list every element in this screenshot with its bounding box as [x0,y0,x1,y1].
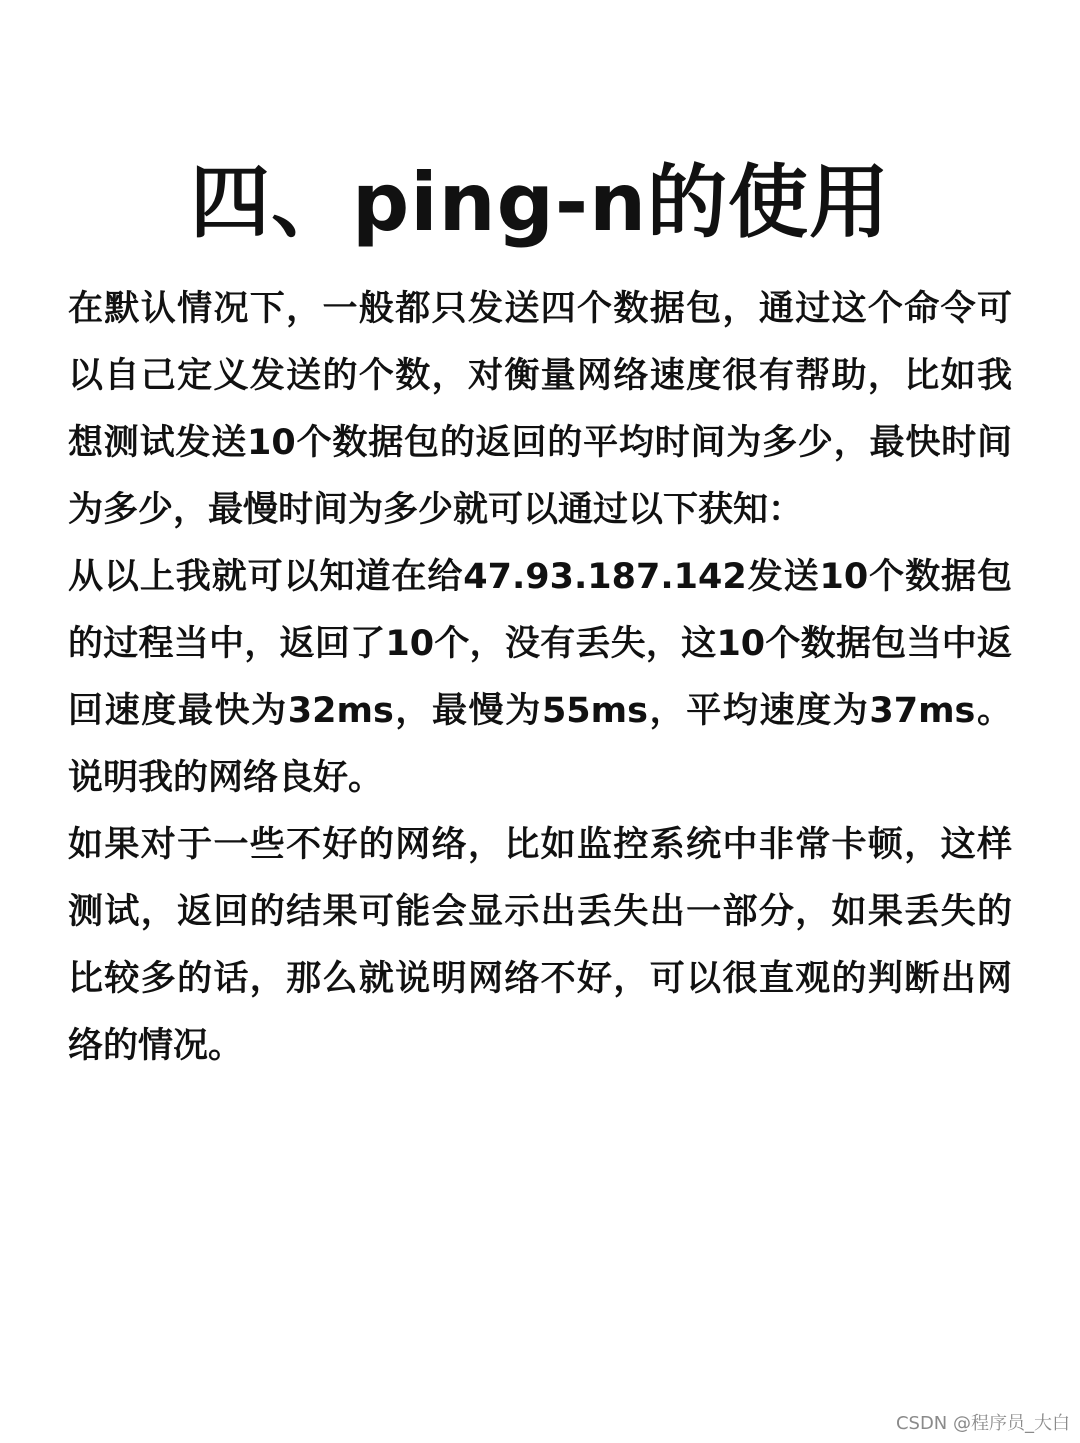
paragraph-default-count: 在默认情况下，一般都只发送四个数据包，通过这个命令可以自己定义发送的个数，对衡量网络速度很有帮助，比如我想测试发送10个数据包的返回的平均时间为多少，最快时间为多少，最慢时间为多少就可以通过以下获知： [68,289,1012,530]
article-body [68,276,1012,1080]
paragraph-results: 从以上我就可以知道在给47.93.187.142发送10个数据包的过程当中，返回了10个，没有丢失，这10个数据包当中返回速度最快为32ms，最慢为55ms，平均速度为37ms。说明我的网络良好。 [68,557,1012,798]
watermark: CSDN @程序员_大白 [895,1413,1070,1434]
page-title: 四、ping-n的使用 [189,156,891,249]
paragraph-bad-network: 如果对于一些不好的网络，比如监控系统中非常卡顿，这样测试，返回的结果可能会显示出丢失出一部分，如果丢失的比较多的话，那么就说明网络不好，可以很直观的判断出网络的情况。 [68,825,1012,1066]
